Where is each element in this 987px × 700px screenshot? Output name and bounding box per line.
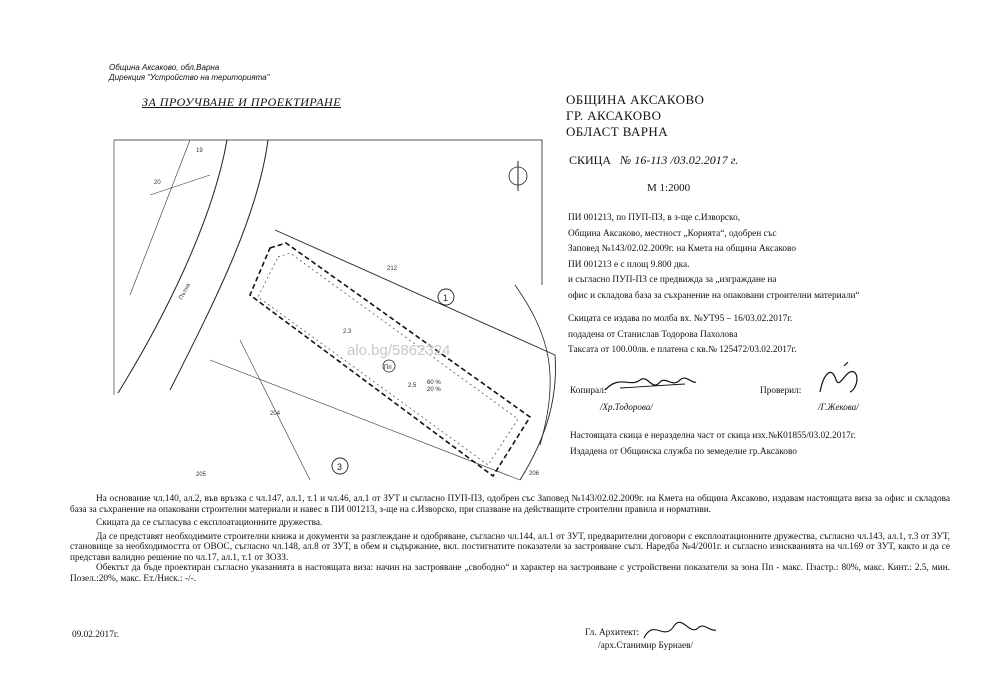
note-line: Настоящата скица е неразделна част от скица изх.№К01855/03.02.2017г. — [570, 431, 856, 441]
architect-signature — [640, 612, 720, 646]
parcel-number: 2.3 — [343, 329, 352, 335]
property-description — [568, 211, 860, 304]
note-line: Издадена от Общинска служба по земеделие гр.Аксаково — [570, 446, 797, 457]
boundary-line — [240, 340, 310, 480]
parcel-number: 20 — [154, 180, 161, 186]
sketch-heading — [569, 153, 738, 168]
building-limit-outline — [258, 253, 518, 465]
parcel-number: 212 — [387, 266, 398, 272]
map-frame-right — [515, 285, 550, 445]
body-paragraph: Обектът да бъде проектиран съгласно указанията в настоящата виза: начин на застрояване „свободно“ и характер на застрояване с устройствени показатели за зона Пп - макс. Пзастр.: 80%, макс. Кинт.: 2.5, мин. Позел.:20%, макс. Ет./Ниск.: -/-. — [70, 563, 950, 584]
parcel-number: 205 — [196, 472, 207, 478]
applicant-line: подадена от Станислав Тодорова Пахолова — [568, 329, 738, 340]
road-edge-east — [170, 140, 268, 390]
body-paragraph: Скицата да се съгласува с експлоатационните дружества. — [96, 518, 323, 528]
request-line: Скицата се издава по молба вх. №УТ95 – 16/03.02.2017г. — [568, 314, 793, 324]
checked-name: /Г.Жекова/ — [818, 402, 859, 412]
copier-signature — [600, 370, 700, 398]
watermark: alo.bg/5862324 — [347, 342, 451, 359]
copied-label: Копирал: — [570, 386, 607, 396]
body-paragraph: Да се представят необходимите строителни книжа и документи за разглеждане и одобряване, съгласно чл.144, ал.1 от ЗУТ, предварителни договори с експлоатационните дружества, съгласно чл.143, ал.1, т.3 от ЗУТ, становище за необходимостта от ОВОС, съгласно чл.148, ал.8 от ЗУТ, в обем и съдържание, вкл. постигнатите показатели за застрояване съгл. Наредба №4/2001г. и съгласно изискванията на чл.169 от ЗУТ, както и да се представи валидно решение по чл.17, ал.1, т.1 от ЗОЗЗ. — [70, 531, 950, 563]
stat-green: 20 % — [427, 387, 441, 393]
north-arrow-icon — [509, 161, 527, 191]
municipality-name: ОБЩИНА АКСАКОВО — [566, 92, 705, 107]
subject-parcel-outline — [250, 243, 530, 476]
notes-block — [570, 429, 856, 460]
stat-density: 60 % — [427, 380, 441, 386]
architect-title: Гл. Архитект: — [585, 628, 640, 638]
issuance-block — [568, 312, 797, 359]
property-line: офис и складова база за съхранение на опаковани строителни материали“ — [568, 290, 860, 301]
body-paragraph: На основание чл.140, ал.2, във връзка с чл.147, ал.1, т.1 и чл.46, ал.1 от ЗУТ и съгласно ПУП-ПЗ, одобрен със Заповед №143/02.02.2009г. на Кмета на община Аксаково, издавам настоящата виза за офис и складова база за съхранение на опаковани строителни материали и навес в ПИ 001213, з-ще на с.Изворско, при спазване на действащите строителни правила и нормативи. — [70, 494, 950, 515]
cadastral-map — [100, 135, 565, 495]
marker-1-label: 1 — [443, 293, 449, 303]
road-label: Пътна — [178, 282, 192, 301]
copied-name: /Хр.Тодорова/ — [600, 402, 653, 412]
marker-3-label: 3 — [337, 462, 343, 472]
property-line: ПИ 001213, по ПУП-ПЗ, в з-ще с.Изворско, — [568, 213, 741, 223]
municipality-block — [566, 92, 704, 140]
dept-line: Дирекция "Устройство на територията" — [109, 73, 270, 82]
property-line: и съгласно ПУП-ПЗ се предвижда за „изграждане на — [568, 275, 777, 285]
zone-label: Пп — [384, 365, 392, 371]
checker-signature — [810, 362, 870, 398]
parcel-number: 204 — [270, 411, 281, 417]
map-frame-top — [114, 140, 542, 285]
stat-intensity: 2.5 — [408, 383, 417, 389]
parcel-number: 19 — [196, 148, 203, 154]
sketch-label: СКИЦА — [569, 153, 612, 167]
sketch-scale: М 1:2000 — [647, 182, 691, 194]
property-line: Заповед №143/02.02.2009г. на Кмета на община Аксаково — [568, 244, 796, 254]
boundary-line — [130, 140, 190, 295]
sketch-number: № 16-113 /03.02.2017 г. — [620, 153, 739, 167]
checked-label: Проверил: — [760, 386, 802, 396]
town-name: ГР. АКСАКОВО — [566, 108, 662, 123]
region-name: ОБЛАСТ ВАРНА — [566, 124, 668, 139]
issue-date: 09.02.2017г. — [72, 630, 119, 640]
org-line: Община Аксаково, обл.Варна — [109, 63, 220, 72]
fee-line: Таксата от 100.00лв. е платена с кв.№ 125472/03.02.2017г. — [568, 345, 797, 355]
body-text — [70, 494, 950, 584]
property-line: ПИ 001213 е с площ 9.800 дка. — [568, 259, 690, 270]
architect-name: /арх.Станимир Бурнаев/ — [598, 641, 694, 651]
purpose-title: ЗА ПРОУЧВАНЕ И ПРОЕКТИРАНЕ — [142, 95, 342, 109]
parcel-number: 206 — [529, 471, 540, 477]
road-edge-west — [118, 140, 227, 393]
property-line: Община Аксаково, местност „Корията“, одобрен със — [568, 228, 777, 239]
